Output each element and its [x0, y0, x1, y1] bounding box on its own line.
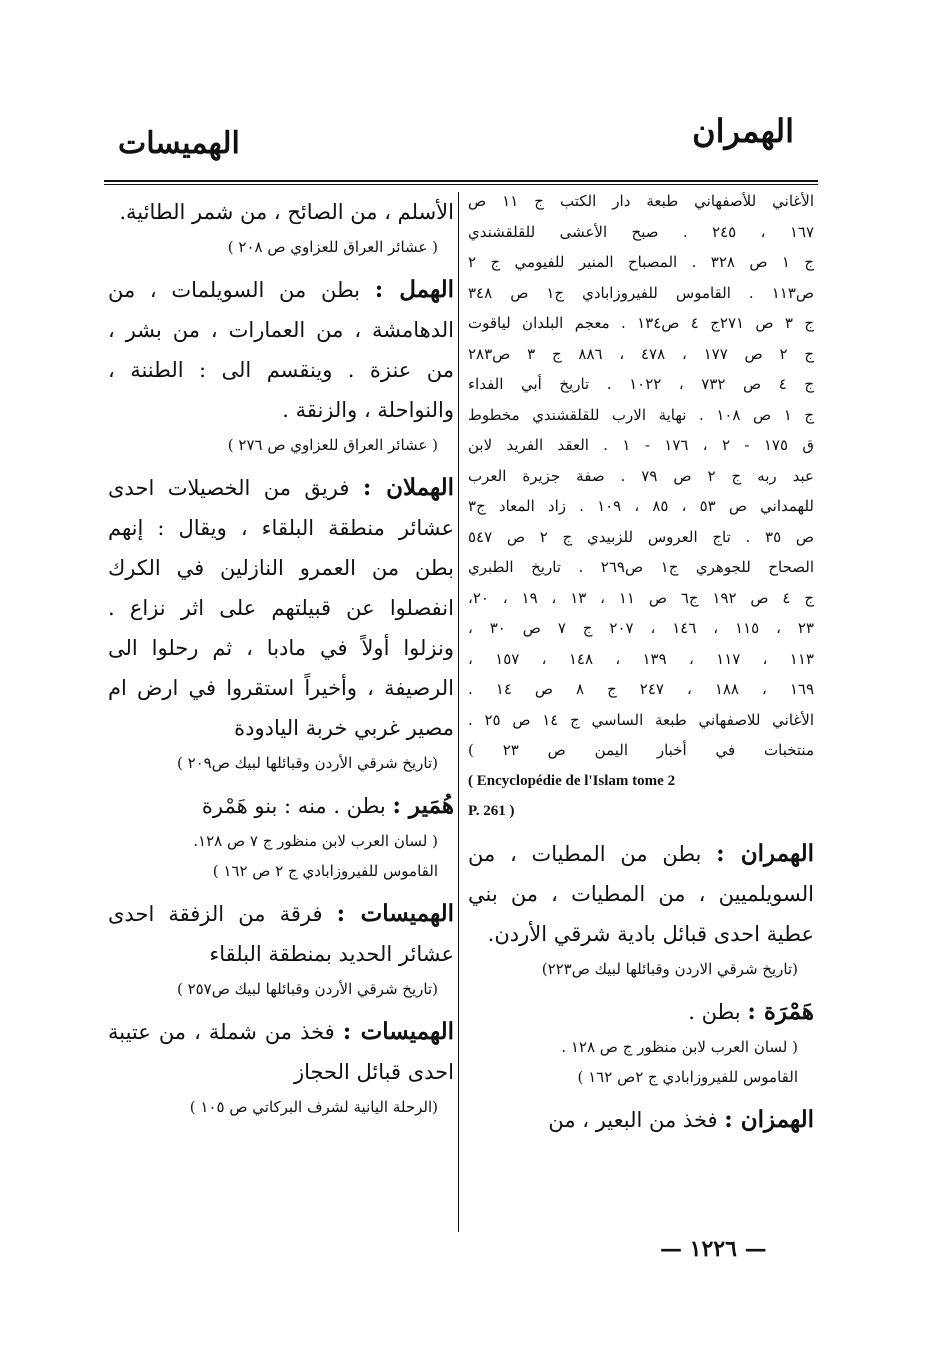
entry-text: فريق من الخصيلات احدى عشائر منطقة البلقاء ، ويقال : إنهم بطن من العمرو النازلين في الكرك انفصلوا عن قبيلتهم على اثر نزاع . ونزلوا أولاً في مادبا ، ثم رحلوا الى الرصيفة ، وأخيراً استقروا في ارض ام مصير غربي خربة اليادودة — [108, 476, 454, 740]
entry-hamra — [468, 992, 814, 1092]
reference-line: ١٦٩ ، ١٨٨ ، ٢٤٧ ج ٨ ص ١٤ . — [468, 680, 814, 698]
entry-humayr — [108, 786, 454, 886]
reference-line: الأغاني للاصفهاني طبعة الساسي ج ١٤ ص ٢٥ . — [468, 710, 814, 729]
reference-line: ج ٣ ص ٢٧١ج ٤ ص١٣٤ . معجم البلدان لياقوت — [468, 314, 814, 332]
entry-hamlan — [108, 468, 454, 778]
page-number: — ١٢٢٦ — — [660, 1236, 767, 1262]
reference-line: ص ٣٥ . تاج العروس للزبيدي ج ٢ ص ٥٤٧ — [468, 527, 814, 546]
latin-reference: ( Encyclopédie de l'Islam tome 2 — [468, 772, 676, 789]
entry-text: بطن من المطيات ، من السويلميين ، من المطيات ، من بني عطية احدى قبائل بادية شرقي الأردن. — [468, 841, 814, 946]
reference-line: ج ٢ ص ١٧٧ ، ٤٧٨ ، ٨٨٦ ج ٣ ص٢٨٣ — [468, 344, 814, 363]
entry-hamisat-1 — [108, 894, 454, 1004]
entry-citation: ( عشائر العراق للعزاوي ص ٢٧٦ ) — [227, 436, 438, 454]
entry-text: الأسلم ، من الصائح ، من شمر الطائية. — [119, 200, 454, 224]
reference-line: ص١١٣ . القاموس للفيروزابادي ج١ ص ٣٤٨ — [468, 283, 814, 302]
reference-line: ق ١٧٥ - ٢ ، ١٧٦ - ١ . العقد الفريد لابن — [468, 436, 814, 454]
entry-citation: (تاريخ شرقي الأردن وقبائلها لبيك ص٢٠٩ ) — [176, 754, 438, 772]
left-column — [108, 186, 454, 1226]
header-rule — [104, 180, 818, 182]
entry-title: الهميسات : — [342, 1018, 454, 1045]
entry-text: فرقة من الزفقة احدى عشائر الحديد بمنطقة البلقاء — [108, 902, 454, 966]
reference-line: ١١٣ ، ١١٧ ، ١٣٩ ، ١٤٨ ، ١٥٧ ، — [468, 649, 814, 668]
entry-text: بطن . منه : بنو هَمْرة — [201, 794, 386, 818]
reference-line: للهمداني ص ٥٣ ، ٨٥ ، ١٠٩ . زاد المعاد ج٣ — [468, 497, 814, 515]
entry-citation: (الرحلة اليانية لشرف البركاتي ص ١٠٥ ) — [189, 1098, 438, 1116]
entry-text: فخذ من شملة ، من عتيبة احدى قبائل الحجاز — [108, 1020, 454, 1084]
reference-line: ج ٤ ص ٧٣٢ ، ١٠٢٢ . تاريخ أبي الفداء — [468, 375, 814, 393]
entry-citation: القاموس للفيروزابادي ج ٢ ص ١٦٢ ) — [212, 862, 438, 880]
entry-hamal — [108, 270, 454, 460]
entry-title: هَمْرَة : — [747, 997, 814, 1025]
entry-citation: القاموس للفيروزابادي ج ٢ص ١٦٢ ) — [577, 1067, 798, 1086]
reference-line: ج ١ ص ٣٢٨ . المصباح المنير للفيومي ج ٢ — [468, 253, 814, 271]
entry-title: الهمزان : — [724, 1105, 814, 1133]
reference-line: ٢٣ ، ١١٥ ، ١٤٦ ، ٢٠٧ ج ٧ ص ٣٠ ، — [468, 619, 814, 637]
latin-reference-page: P. 261 ) — [468, 802, 515, 819]
entry-text: بطن من السويلمات ، من الدهامشة ، من العمارات ، من بشر ، من عنزة . وينقسم الى : الطننة ، والنواحلة ، والزنقة . — [108, 278, 454, 422]
reference-line: ١٦٧ ، ٢٤٥ . صبح الأعشى للقلقشندي — [468, 222, 814, 241]
reference-line: ج ٤ ص ١٩٢ ج٦ ص ١١ ، ١٣ ، ١٩ ، ٢٠، — [468, 588, 814, 607]
right-column — [468, 186, 814, 1226]
entry-continuation — [108, 192, 454, 262]
entry-title: الهميسات : — [336, 900, 454, 927]
reference-line: ج ١ ص ١٠٨ . نهاية الارب للقلقشندي مخطوط — [468, 405, 814, 424]
entry-text: بطن . — [688, 999, 741, 1024]
column-divider — [458, 192, 459, 1232]
reference-line: منتخبات في أخبار اليمن ص ٢٣ ) — [468, 741, 814, 759]
entry-hamzan — [468, 1100, 814, 1140]
entry-citation: ( لسان العرب لابن منظور ج ص ١٢٨ . — [561, 1037, 798, 1056]
entry-citation: (تاريخ شرقي الاردن وقبائلها لبيك ص٢٢٣) — [541, 959, 798, 978]
entry-hamran — [468, 834, 814, 984]
entry-title: الهمل : — [374, 276, 454, 303]
entry-hamisat-2 — [108, 1012, 454, 1122]
references-block — [468, 186, 814, 826]
entry-citation: ( لسان العرب لابن منظور ج ٧ ص ١٢٨. — [193, 832, 438, 850]
entry-title: هُمَير : — [392, 792, 454, 819]
entry-text: فخذ من البعير ، من — [548, 1107, 718, 1132]
entry-title: الهمران : — [716, 839, 814, 867]
header-rule-thin — [104, 184, 818, 185]
reference-line: الصحاح للجوهري ج١ ص٢٦٩ . تاريخ الطبري — [468, 558, 814, 576]
entry-citation: ( عشائر العراق للعزاوي ص ٢٠٨ ) — [227, 238, 438, 256]
running-header-right: الهمران — [692, 112, 794, 150]
reference-line: عبد ربه ج ٢ ص ٧٩ . صفة جزيرة العرب — [468, 466, 814, 485]
running-header-left: الهميسات — [118, 126, 240, 161]
reference-line: الأغاني للأصفهاني طبعة دار الكتب ج ١١ ص — [468, 192, 814, 210]
entry-citation: (تاريخ شرقي الأردن وقبائلها لبيك ص٢٥٧ ) — [176, 980, 438, 998]
entry-title: الهملان : — [362, 474, 454, 501]
